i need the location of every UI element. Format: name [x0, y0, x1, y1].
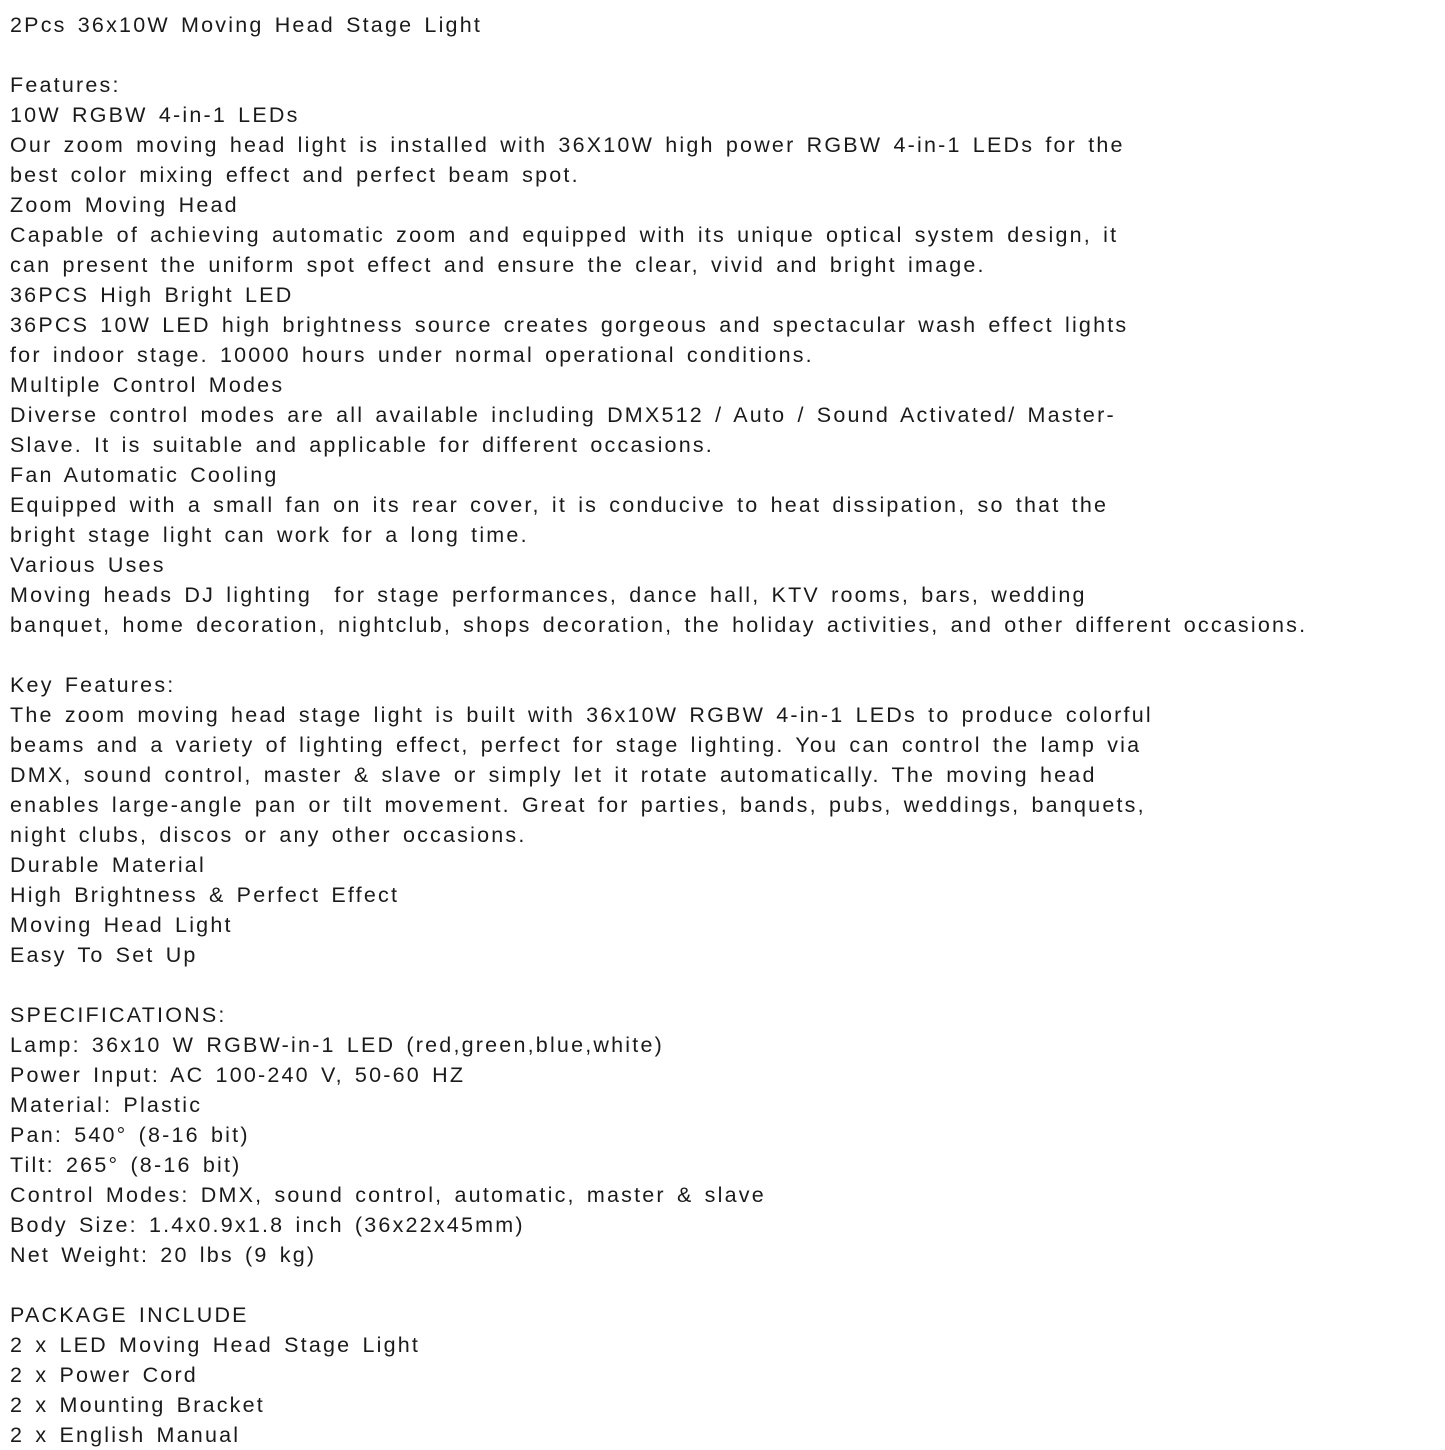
text-line [10, 640, 1445, 670]
text-line: can present the uniform spot effect and ensure the clear, vivid and bright image. [10, 253, 986, 277]
text-line [10, 40, 1445, 70]
text-line: 2 x English Manual [10, 1423, 241, 1447]
text-line: Control Modes: DMX, sound control, automatic, master & slave [10, 1183, 766, 1207]
text-line: for indoor stage. 10000 hours under normal operational conditions. [10, 343, 814, 367]
text-line: Slave. It is suitable and applicable for different occasions. [10, 433, 714, 457]
text-line: Material: Plastic [10, 1093, 203, 1117]
text-line: beams and a variety of lighting effect, perfect for stage lighting. You can control the lamp via [10, 733, 1142, 757]
text-line [10, 970, 1445, 1000]
text-line: Fan Automatic Cooling [10, 463, 279, 487]
text-line: 10W RGBW 4-in-1 LEDs [10, 103, 300, 127]
text-line: Equipped with a small fan on its rear cover, it is conducive to heat dissipation, so that the [10, 493, 1109, 517]
text-line: Durable Material [10, 853, 206, 877]
text-line: Lamp: 36x10 W RGBW-in-1 LED (red,green,blue,white) [10, 1033, 664, 1057]
text-line: SPECIFICATIONS: [10, 1003, 227, 1027]
text-line: Zoom Moving Head [10, 193, 239, 217]
text-line: night clubs, discos or any other occasions. [10, 823, 527, 847]
text-line: Pan: 540° (8-16 bit) [10, 1123, 250, 1147]
text-line: 2Pcs 36x10W Moving Head Stage Light [10, 13, 483, 37]
text-line: PACKAGE INCLUDE [10, 1303, 249, 1327]
text-line: Power Input: AC 100-240 V, 50-60 HZ [10, 1063, 466, 1087]
text-line: Moving heads DJ lighting for stage performances, dance hall, KTV rooms, bars, wedding [10, 583, 1087, 607]
text-line: Our zoom moving head light is installed with 36X10W high power RGBW 4-in-1 LEDs for the [10, 133, 1125, 157]
text-line: Tilt: 265° (8-16 bit) [10, 1153, 242, 1177]
text-line: 2 x Mounting Bracket [10, 1393, 265, 1417]
text-line: Various Uses [10, 553, 166, 577]
text-line: Features: [10, 73, 121, 97]
text-line: Multiple Control Modes [10, 373, 285, 397]
text-line [10, 1270, 1445, 1300]
text-line: 36PCS 10W LED high brightness source creates gorgeous and spectacular wash effect lights [10, 313, 1129, 337]
text-line: 2 x LED Moving Head Stage Light [10, 1333, 421, 1357]
text-line: best color mixing effect and perfect beam spot. [10, 163, 580, 187]
text-line: DMX, sound control, master & slave or simply let it rotate automatically. The moving head [10, 763, 1097, 787]
text-line: enables large-angle pan or tilt movement. Great for parties, bands, pubs, weddings, banquets, [10, 793, 1146, 817]
text-line: 36PCS High Bright LED [10, 283, 294, 307]
text-line: The zoom moving head stage light is built with 36x10W RGBW 4-in-1 LEDs to produce colorful [10, 703, 1153, 727]
text-line: Body Size: 1.4x0.9x1.8 inch (36x22x45mm) [10, 1213, 525, 1237]
text-line: Easy To Set Up [10, 943, 198, 967]
text-line: 2 x Power Cord [10, 1363, 198, 1387]
text-line: Key Features: [10, 673, 176, 697]
text-line: Moving Head Light [10, 913, 233, 937]
text-line: Diverse control modes are all available including DMX512 / Auto / Sound Activated/ Master- [10, 403, 1116, 427]
text-line: Net Weight: 20 lbs (9 kg) [10, 1243, 317, 1267]
text-line: banquet, home decoration, nightclub, shops decoration, the holiday activities, and other different occasions. [10, 613, 1308, 637]
text-line: High Brightness & Perfect Effect [10, 883, 400, 907]
text-line: bright stage light can work for a long time. [10, 523, 529, 547]
text-line: Capable of achieving automatic zoom and equipped with its unique optical system design, it [10, 223, 1119, 247]
